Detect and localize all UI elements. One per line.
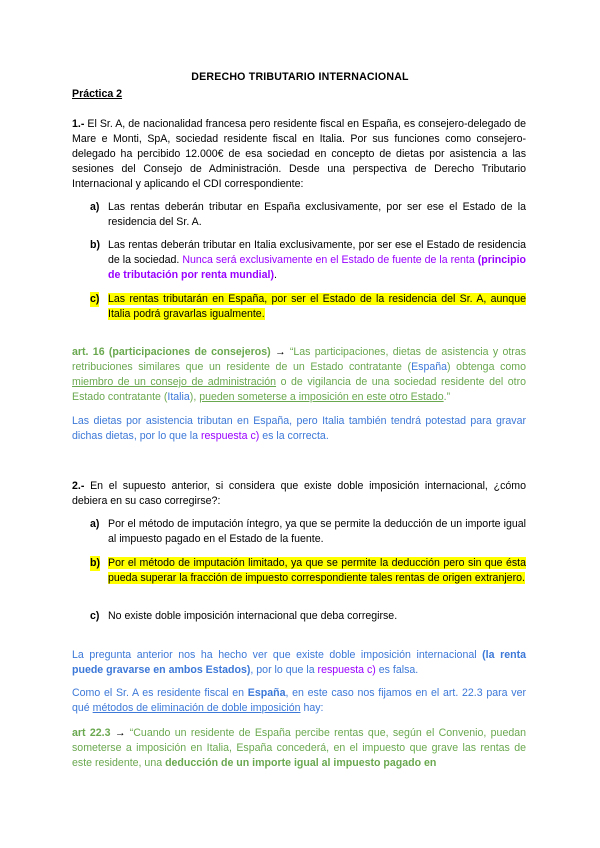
option-b-text: Las rentas deberán tributar en Italia exclusivamente, por ser ese el Estado de residencia de la sociedad. (108, 239, 526, 266)
quote-part: “Cuando un residente de España percibe rentas que, según el Convenio, puedan someterse a imposición en Italia, España concederá, en el impuesto que grave las rentas de este residente, una (72, 727, 527, 769)
option-b-note-end: . (273, 269, 277, 281)
option-letter: b) (90, 557, 100, 569)
conclusion-metodos: métodos de eliminación de doble imposición (92, 702, 301, 714)
conclusion-text: Como el Sr. A es residente fiscal en (72, 687, 248, 699)
question-1 (72, 117, 526, 192)
question-2-text: En el supuesto anterior, si considera que existe doble imposición internacional, ¿cómo debiera en su caso corregirse?: (72, 480, 526, 507)
question-2-option-a (90, 517, 526, 547)
conclusion-text: es falsa. (375, 664, 419, 676)
question-2 (72, 479, 526, 509)
quote-pueden: pueden someterse a imposición en este otro Estado (199, 391, 444, 403)
conclusion-text: hay: (300, 702, 324, 714)
option-text (108, 556, 526, 586)
option-letter: a) (90, 518, 100, 530)
quote-italia: Italia (167, 391, 190, 403)
conclusion-answer: respuesta c) (317, 664, 376, 676)
conclusion-3 (72, 686, 526, 716)
question-1-number: 1.- (72, 118, 85, 130)
option-letter: c) (90, 610, 100, 622)
option-text: Por el método de imputación íntegro, ya que se permite la deducción de un importe igual al impuesto pagado en el Estado de la fuente. (108, 518, 526, 545)
option-c-text: Las rentas tributarán en España, por ser el Estado de la residencia del Sr. A, aunque Italia podrá gravarlas igualmente. (108, 293, 526, 320)
conclusion-text: Las dietas por asistencia tributan en España, pero Italia también tendrá potestad para gravar dichas dietas, por lo que la (72, 415, 526, 442)
document-subtitle: Práctica 2 (72, 88, 123, 100)
option-text: Las rentas deberán tributar en España exclusivamente, por ser ese el Estado de la residencia del Sr. A. (108, 201, 526, 228)
arrow: → (270, 346, 290, 358)
option-b-text: Por el método de imputación limitado, ya que se permite la deducción pero sin que ésta pueda superar la fracción de impuesto correspondiente tales rentas de origen extranjero. (108, 557, 526, 584)
article-16-label: art. 16 (participaciones de consejeros) (72, 346, 271, 358)
question-2-option-c (90, 609, 526, 624)
conclusion-text: La pregunta anterior nos ha hecho ver que existe doble imposición internacional (72, 649, 483, 661)
conclusion-bold: (la renta puede gravarse en ambos Estados) (72, 649, 526, 676)
question-2-option-b (90, 556, 526, 586)
question-1-option-a (90, 200, 526, 230)
question-1-text: El Sr. A, de nacionalidad francesa pero residente fiscal en España, es consejero-delegado de Mare e Monti, SpA, sociedad residente fiscal en Italia. Por sus funciones como consejero-delegado ha percibido 12.000€ de esa sociedad en concepto de dietas por asistencia a las sesiones del Consejo de Administración. Desde una perspectiva de Derecho Tributario Internacional y aplicando el CDI correspondiente: (72, 118, 526, 190)
quote-part: ), (189, 391, 200, 403)
quote-miembro: miembro de un consejo de administración (72, 376, 277, 388)
conclusion-2 (72, 648, 526, 678)
article-22-quote (72, 726, 526, 771)
article-22-label: art 22.3 (72, 727, 111, 739)
quote-espana: España (411, 361, 448, 373)
option-b-note-bold: (principio de tributación por renta mundial) (108, 254, 526, 281)
quote-bold: deducción de un importe igual al impuesto pagado en (165, 757, 437, 769)
conclusion-espana: España (247, 687, 286, 699)
conclusion-1 (72, 414, 526, 444)
article-16-quote (72, 345, 526, 405)
option-letter: a) (90, 201, 100, 213)
quote-part: ) obtenga como (447, 361, 526, 373)
option-text (108, 292, 526, 322)
option-letter: c) (90, 293, 100, 305)
option-letter: b) (90, 239, 100, 251)
question-2-number: 2.- (72, 480, 85, 492)
option-b-note: Nunca será exclusivamente en el Estado de fuente de la renta (179, 254, 478, 266)
conclusion-answer: respuesta c) (200, 430, 260, 442)
option-text: No existe doble imposición internacional que deba corregirse. (108, 610, 398, 622)
question-1-option-b (90, 238, 526, 283)
quote-part: .” (443, 391, 451, 403)
option-text (108, 238, 526, 283)
quote-part: o de vigilancia de una sociedad residente del otro Estado contratante ( (72, 376, 526, 403)
question-1-option-c (90, 292, 526, 322)
quote-part: “Las participaciones, dietas de asistencia y otras retribuciones similares que un residente de un Estado contratante ( (72, 346, 526, 373)
document-title: DERECHO TRIBUTARIO INTERNACIONAL (191, 71, 409, 83)
conclusion-text: , por lo que la (250, 664, 318, 676)
arrow: → (110, 727, 130, 739)
conclusion-text: es la correcta. (259, 430, 329, 442)
conclusion-text: , en este caso nos fijamos en el art. 22.3 para ver qué (72, 687, 526, 714)
